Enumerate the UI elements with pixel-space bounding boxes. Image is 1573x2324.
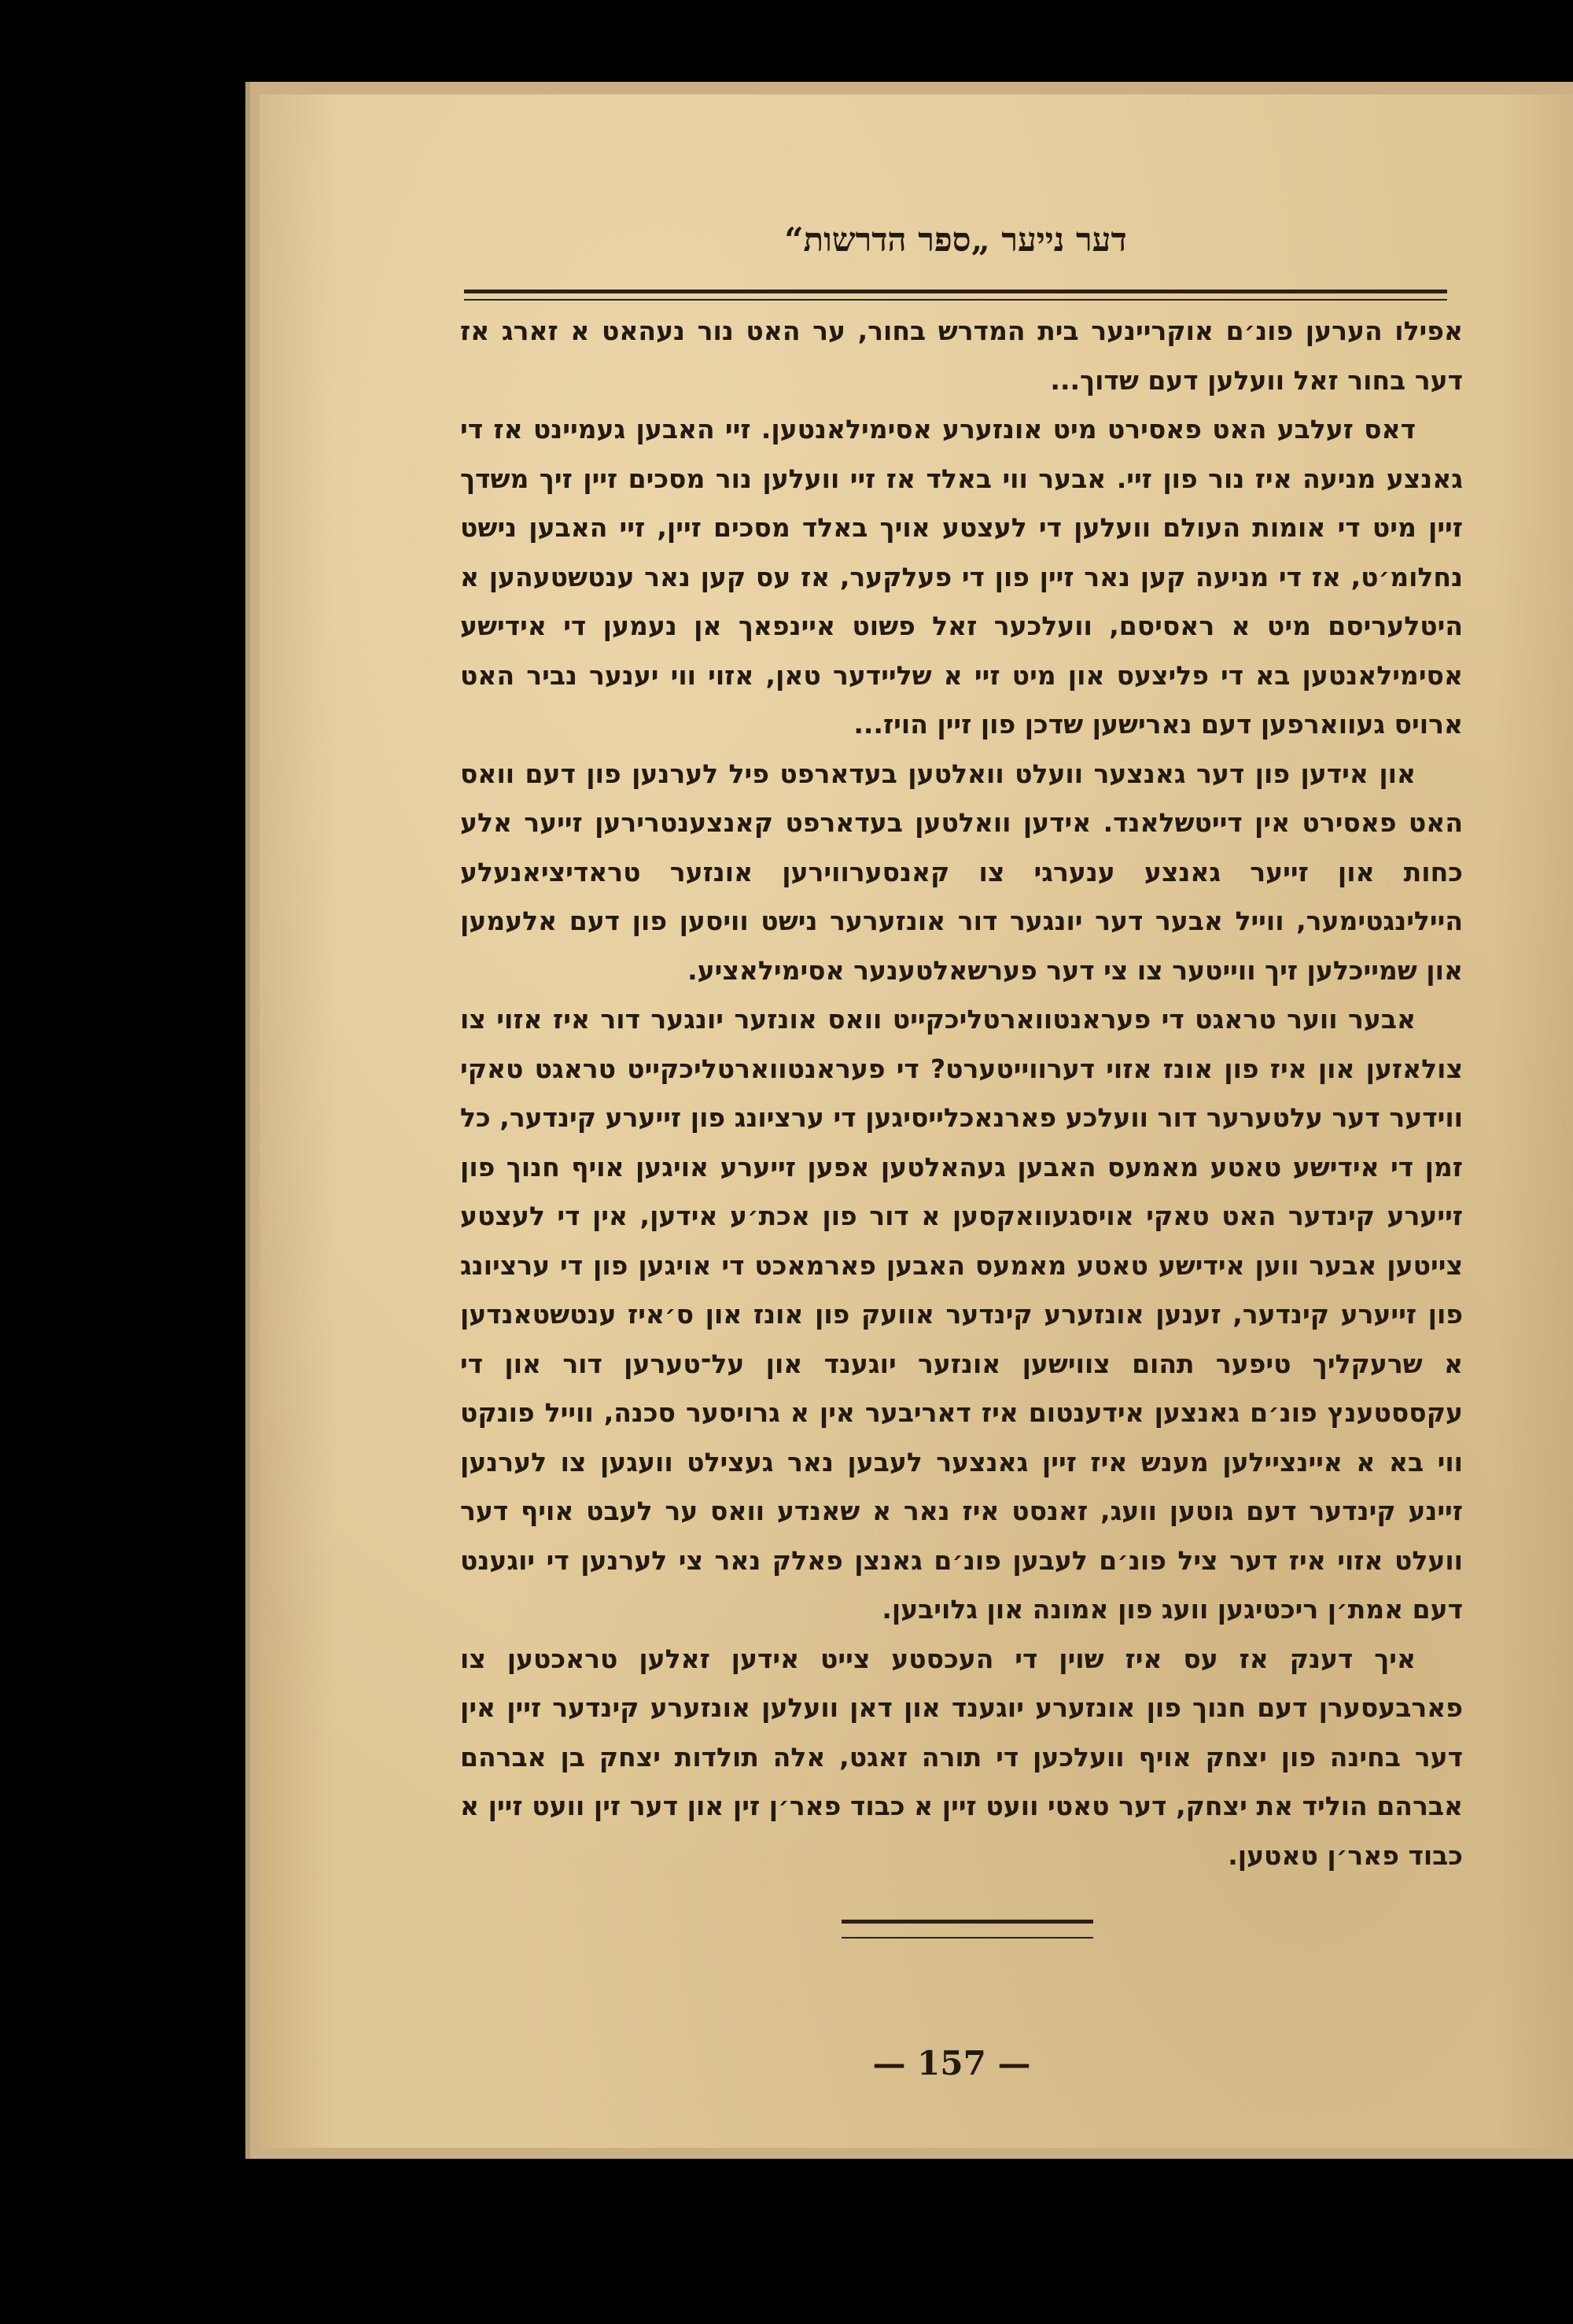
body-text [460, 307, 1463, 1880]
page-number: — 157 — [872, 2044, 1031, 2082]
header-rule-thick [464, 290, 1447, 293]
paragraph: אפילו הערען פונ׳ם אוקריינער בית המדרש בחור, ער האט נור נעהאט א זארג אז דער בחור זאל וועלען דעם שדוך... [460, 315, 1463, 396]
paragraph: אבער ווער טראגט די פעראנטווארטליכקייט וואס אונזער יונגער דור איז אזוי צו צולאזען און איז פון אונז אזוי דערווייטערט? די פעראנטווארטליכקייט טראגט טאקי ווידער דער עלטערער דור וועלכע פארנאכלייסיגען די ערציונג פון זייערע קינדער, כל זמן די אידישע טאטע מאמעס האבען געהאלטען אפען זייערע אויגען אויף חנוך פון זייערע קינדער האט טאקי אויסגעוואקסען א דור פון אכת׳ע אידען, אין די לעצטע צייטען אבער ווען אידישע טאטע מאמעס האבען פארמאכט די אויגען פון די ערציונג פון זייערע קינדער, זענען אונזערע קינדער אוועק פון אונז און ס׳איז ענטשטאנדען א שרעקליך טיפער תהום צווישען אונזער יוגענד און על־טערען דור און די עקססטענץ פונ׳ם גאנצען אידענטום איז דאריבער אין א גרויסער סכנה, ווייל פונקט ווי בא א איינציילען מענש איז זיין גאנצער לעבען נאר געצילט וועגען צו לערנען זיינע קינדער דעם גוטען וועג, זאנסט איז נאר א שאנדע וואס ער לעבט אויף דער וועלט אזוי איז דער ציל פונ׳ם לעבען פונ׳ם גאנצן פאלק נאר צי לערנען די יוגענט דעם אמת׳ן ריכטיגען וועג פון אמונה און גלויבען. [460, 1004, 1463, 1625]
paragraph: און אידען פון דער גאנצער וועלט וואלטען בעדארפט פיל לערנען פון דעם וואס האט פאסירט אין דייטשלאנד. אידען וואלטען בעדארפט קאנצענטרירען זייער אלע כחות און זייער גאנצע ענערגי צו קאנסערווירען אונזער טראדיציאנעלע היילינגטימער, ווייל אבער דער יונגער דור אונזערער נישט וויסען פון דעם אלעמען און שמייכלען זיך ווייטער צו צי דער פערשאלטענער אסימילאציע. [460, 758, 1463, 986]
paragraph: דאס זעלבע האט פאסירט מיט אונזערע אסימילאנטען. זיי האבען געמיינט אז די גאנצע מניעה איז נור פון זיי. אבער ווי באלד אז זיי וועלען נור מסכים זיין זיך משדך זיין מיט די אומות העולם וועלען די לעצטע אויך באלד מסכים זיין, זיי האבען נישט נחלומ׳ט, אז די מניעה קען נאר זיין פון די פעלקער, אז עס קען נאר ענטשטעהען א היטלעריסם מיט א ראסיסם, וועלכער זאל פשוט איינפאך אן נעמען די אידישע אסימילאנטען בא די פליצעס און מיט זיי א שליידער טאן, אזוי ווי יענער נביר האט ארויס געווארפען דעם נארישען שדכן פון זיין הויז... [460, 414, 1463, 740]
end-rule-thick [842, 1920, 1093, 1924]
header-rule-thin [464, 299, 1447, 301]
end-rule-thin [842, 1937, 1093, 1939]
paragraph: איך דענק אז עס איז שוין די העכסטע צייט אידען זאלען טראכטען צו פארבעסערן דעם חנוך פון אונזערע יוגענד און דאן וועלען אונזערע קינדער זיין אין דער בחינה פון יצחק אויף וועלכען די תורה זאגט, אלה תולדות יצחק בן אברהם אברהם הוליד את יצחק, דער טאטי וועט זיין א כבוד פאר׳ן זין און דער זין וועט זיין א כבוד פאר׳ן טאטען. [460, 1643, 1463, 1871]
running-head: דער נייער „ספר הדרשות“ [784, 220, 1127, 259]
page-header [464, 126, 1447, 267]
